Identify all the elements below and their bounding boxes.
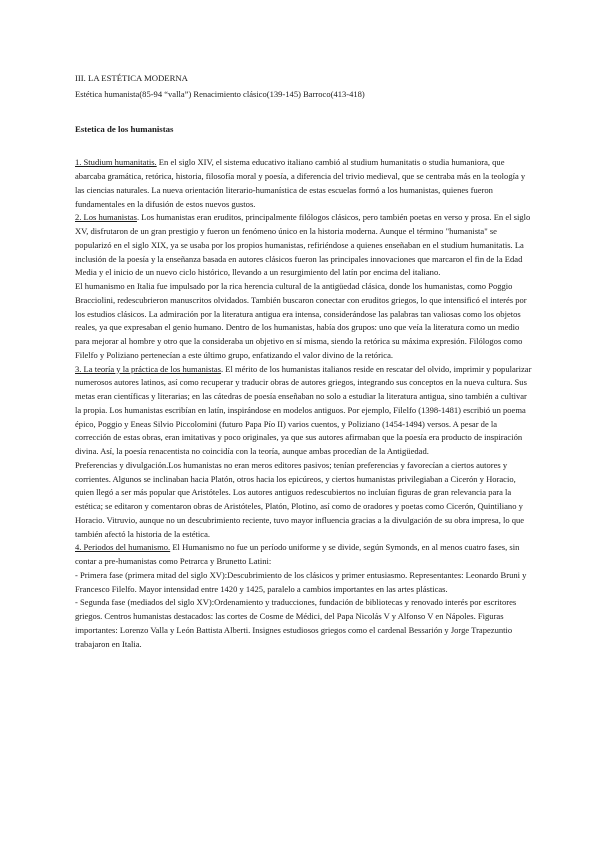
section-title: Estetica de los humanistas xyxy=(75,123,174,134)
paragraph-text: . Los humanistas eran eruditos, principalmente filólogos clásicos, pero también poetas en verso y prosa. En el siglo XV, disfrutaron de un gran prestigio y fueron un fenómeno único en la historia moderna. Aunque el término "humanista" se popularizó en el siglo XIX, ya se usaba por los propios humanistas, refiriéndose a quienes enseñaban en el studium humanitatis. La inclusión de la poesía y la enseñanza basada en autores clásicos fueron las principales innovaciones que marcaron el fin de la Edad Media y el inicio de un nuevo ciclo histórico, llevando a un resurgimiento del latín por encima del italiano. xyxy=(75,212,531,278)
paragraph-heading: 1. Studium humanitatis. xyxy=(75,157,157,168)
paragraph-humanismo-italia xyxy=(75,280,535,363)
paragraph-primera-fase xyxy=(75,569,535,597)
paragraph-text: El Humanismo no fue un período uniforme y se divide, según Symonds, en al menos cuatro fases, sin contar a pre-humanistas como Petrarca y Brunetto Latini: xyxy=(75,542,520,566)
document-page xyxy=(75,72,535,651)
paragraph-los-humanistas xyxy=(75,211,535,280)
paragraph-segunda-fase xyxy=(75,596,535,651)
paragraph-heading: 2. Los humanistas xyxy=(75,212,137,223)
paragraph-text: Preferencias y divulgación.Los humanistas no eran meros editores pasivos; tenían preferencias y favorecían a ciertos autores y corrientes. Algunos se inclinaban hacia Platón, otros hacia los epicúreos, y ciertos humanistas privilegiaban a Cicerón y Horacio, quien llegó a ser más popular que Aristóteles. Los autores antiguos redescubiertos no incluían figuras de gran relevancia para la estética; se editaron y comentaron obras de Aristóteles, Platón, Plotino, así como de oradores y poetas como Cicerón, Quintiliano y Horacio. Vitruvio, aunque no un descubrimiento reciente, tuvo mayor influencia gracias a la divulgación de su obra impresa, lo que también afectó la historia de la estética. xyxy=(75,459,525,539)
paragraph-text: El humanismo en Italia fue impulsado por la rica herencia cultural de la antigüedad clásica, donde los humanistas, como Poggio Bracciolini, redescubrieron manuscritos olvidados. También buscaron conectar con eruditos griegos, lo que intensificó el interés por los estudios clásicos. La admiración por la literatura antigua era intensa, considerándose las palabras tan valiosas como los objetos reales, ya que expresaban el genio humano. Dentro de los humanistas, había dos grupos: uno que veía la literatura como un medio para mejorar al hombre y otro que la consideraba un objetivo en sí misma, siendo la retórica su máxima expresión. Filólogos como Filelfo y Poliziano pertenecían a este último grupo, enfatizando el valor divino de la retórica. xyxy=(75,281,527,360)
paragraph-text: - Primera fase (primera mitad del siglo XV):Descubrimiento de los clásicos y primer entusiasmo. Representantes: Leonardo Bruni y Francesco Filelfo. Mayor intensidad entre 1420 y 1425, paralelo a cambios importantes en las artes plásticas. xyxy=(75,569,527,594)
document-title: III. LA ESTÉTICA MODERNA xyxy=(75,73,188,83)
paragraph-studium-humanitatis xyxy=(75,156,535,211)
paragraph-teoria-practica xyxy=(75,363,535,459)
document-subtitle: Estética humanista(85-94 “valla”) Renacimiento clásico(139-145) Barroco(413-418) xyxy=(75,88,365,99)
paragraph-text: - Segunda fase (mediados del siglo XV):Ordenamiento y traducciones, fundación de bibliotecas y renovado interés por escritores griegos. Centros humanistas destacados: las cortes de Cosme de Médici, del Papa Nicolás V y Alfonso V en Nápoles. Figuras importantes: Lorenzo Valla y León Battista Alberti. Insignes estudiosos griegos como el cardenal Bessarión y Jorge Trapezuntio trabajaron en Italia. xyxy=(75,597,517,649)
paragraph-preferencias xyxy=(75,459,535,542)
paragraph-text: . El mérito de los humanistas italianos reside en rescatar del olvido, imprimir y popularizar numerosos autores latinos, así como recuperar y traducir obras de autores griegos, integrando sus conceptos en la nueva cultura. Sus metas eran científicas y literarias; en las cátedras de poesía enseñaban no solo a estudiar la literatura antigua, sino también a cultivar la propia. Los humanistas escribían en latín, inspirándose en modelos antiguos. Por ejemplo, Filelfo (1398-1481) escribió un poema épico, Poggio y Eneas Silvio Piccolomini (futuro Papa Pío II) varios cuentos, y Poliziano (1454-1494) versos. A pesar de la corrección de estas obras, eran imitativas y poco originales, ya que sus autores afirmaban que la poesía era producto de inspiración divina. Así, la poesía renacentista no coincidía con la teoría, aunque ambas procedían de la Antigüedad. xyxy=(75,363,532,456)
paragraph-text: En el siglo XIV, el sistema educativo italiano cambió al studium humanitatis o studia humaniora, que abarcaba gramática, retórica, historia, filosofía moral y poesía, a diferencia del trivio medieval, que se centraba más en la teología y las ciencias naturales. La nueva orientación literario-humanística de estas escuelas formó a los humanistas, quienes fueron fundamentales en la difusión de estos nuevos gustos. xyxy=(75,157,526,209)
paragraph-heading: 3. La teoría y la práctica de los humanistas xyxy=(75,363,221,374)
document-body xyxy=(75,156,535,651)
paragraph-periodos xyxy=(75,541,535,569)
paragraph-heading: 4. Periodos del humanismo. xyxy=(75,542,171,553)
